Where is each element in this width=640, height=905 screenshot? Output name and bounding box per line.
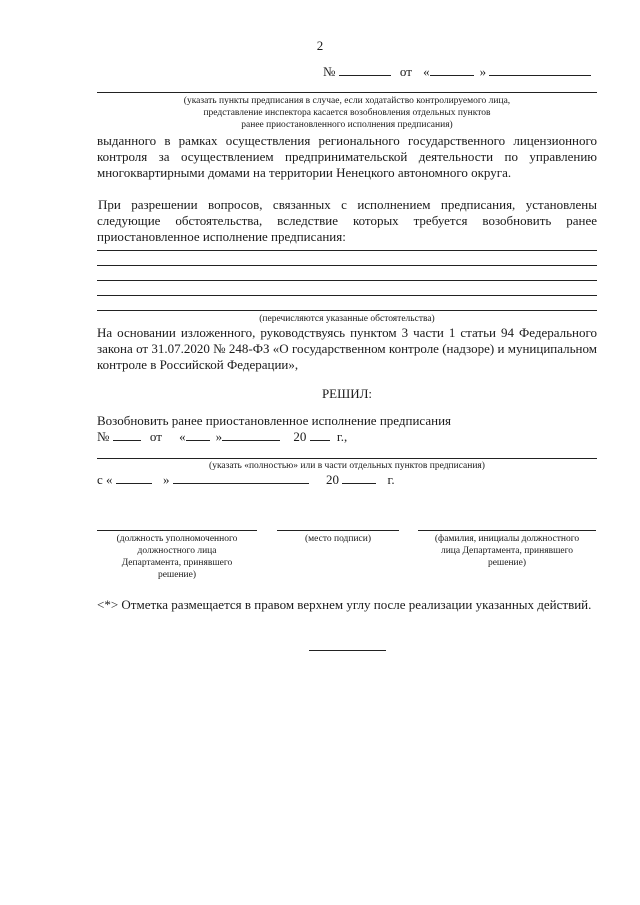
since-year-field[interactable] bbox=[342, 472, 376, 484]
circumstances-line[interactable] bbox=[97, 310, 597, 311]
close-quote: » bbox=[163, 472, 170, 487]
from-label: от bbox=[149, 429, 162, 444]
circumstances-line[interactable] bbox=[97, 250, 597, 251]
note-circumstances: (перечисляются указанные обстоятельства) bbox=[259, 314, 435, 324]
note-position: (должность уполномоченного должностного лица Департамента, принявшего решение) bbox=[116, 534, 238, 580]
open-quote: « bbox=[179, 429, 186, 444]
paragraph-circumstances: При разрешении вопросов, связанных с исполнением предписания, установлены следующие обстоятельства, вследствие которых требуется возобновить ранее приостановленное исполнение предписания: bbox=[97, 197, 597, 244]
points-line bbox=[97, 92, 597, 93]
header-number-line bbox=[323, 64, 603, 80]
note-name: (фамилия, инициалы должностного лица Департамента, принявшего решение) bbox=[434, 534, 580, 568]
close-quote: » bbox=[215, 429, 223, 444]
resume-year-field[interactable] bbox=[310, 429, 330, 441]
from-label: от bbox=[399, 64, 412, 79]
year-prefix: 20 bbox=[293, 429, 307, 444]
close-quote: » bbox=[479, 64, 487, 79]
paragraph-issued: выданного в рамках осуществления регионального государственного лицензионного контроля за осуществлением предпринимательской деятельности по управлению многоквартирными домами на территории Ненецкого автономного округа. bbox=[97, 133, 597, 180]
number-field[interactable] bbox=[339, 64, 391, 76]
note-full: (указать «полностью» или в части отдельных пунктов предписания) bbox=[209, 461, 485, 471]
position-signature-line[interactable] bbox=[97, 530, 257, 531]
number-sign: № bbox=[97, 429, 110, 444]
day-field[interactable] bbox=[430, 64, 474, 76]
date-field[interactable] bbox=[489, 64, 591, 76]
note-points: (указать пункты предписания в случае, если ходатайство контролируемого лица, представление инспектора касается возобновления отдельных пунктов ранее приостановленного исполнения предписания) bbox=[183, 96, 511, 130]
name-signature-line[interactable] bbox=[418, 530, 596, 531]
resume-number-field[interactable] bbox=[113, 429, 141, 441]
paragraph-basis: На основании изложенного, руководствуясь пунктом 3 части 1 статьи 94 Федерального закона от 31.07.2020 № 248-ФЗ «О государственном контроле (надзоре) и муниципальном контроле в Российской Федерации», bbox=[97, 325, 597, 372]
since-date-line bbox=[97, 472, 597, 488]
circumstances-line[interactable] bbox=[97, 295, 597, 296]
since-month-field[interactable] bbox=[173, 472, 309, 484]
year-prefix: 20 bbox=[326, 472, 340, 487]
number-sign: № bbox=[323, 64, 336, 79]
note-signature-place: (место подписи) bbox=[304, 534, 372, 544]
open-quote: « bbox=[423, 64, 430, 79]
footnote: <*> Отметка размещается в правом верхнем углу после реализации указанных действий. bbox=[97, 597, 592, 612]
scope-line[interactable] bbox=[97, 458, 597, 459]
decided-heading: РЕШИЛ: bbox=[321, 386, 373, 401]
signature-line[interactable] bbox=[277, 530, 399, 531]
resume-day-field[interactable] bbox=[186, 429, 210, 441]
year-suffix: г., bbox=[336, 429, 348, 444]
year-suffix: г. bbox=[387, 472, 395, 487]
resume-month-field[interactable] bbox=[222, 429, 280, 441]
resume-number-line bbox=[97, 429, 597, 445]
resume-text: Возобновить ранее приостановленное исполнение предписания bbox=[97, 413, 452, 428]
since-day-field[interactable] bbox=[116, 472, 152, 484]
closing-line bbox=[309, 650, 386, 651]
circumstances-line[interactable] bbox=[97, 280, 597, 281]
circumstances-line[interactable] bbox=[97, 265, 597, 266]
since-label: с « bbox=[97, 472, 113, 487]
page-number: 2 bbox=[316, 38, 324, 53]
